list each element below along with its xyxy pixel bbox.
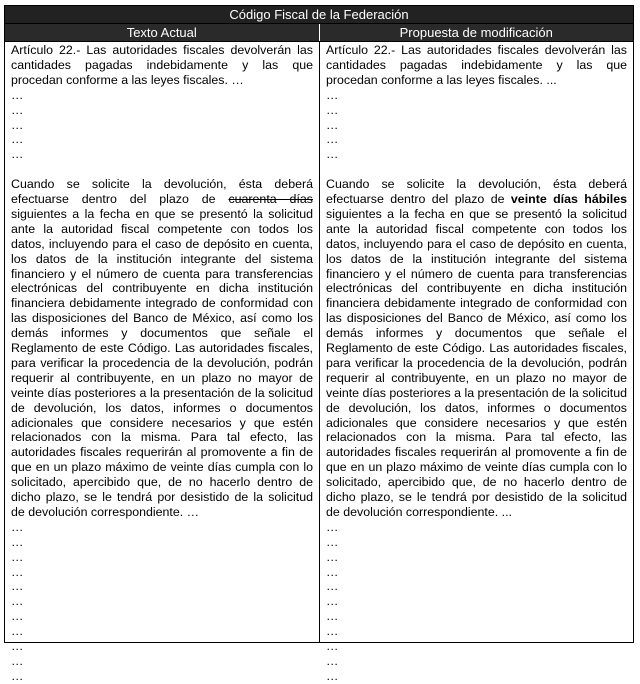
header-row <box>5 24 633 42</box>
ellipsis-line: … <box>11 549 24 564</box>
ellipsis-line: … <box>11 594 24 609</box>
ellipsis-line: … <box>326 102 339 117</box>
ellipsis-line: … <box>326 147 339 162</box>
refund-paragraph <box>326 177 627 520</box>
ellipsis-list-bottom <box>11 520 313 684</box>
ellipsis-line: … <box>326 639 339 654</box>
article-intro: Artículo 22.- Las autoridades fiscales devolverán las cantidades pagadas indebidamente y las que procedan conforme a las leyes fiscales. … <box>11 43 313 87</box>
ellipsis-list-top <box>326 88 627 162</box>
ellipsis-line: … <box>326 117 339 132</box>
ellipsis-line: … <box>326 132 339 147</box>
paragraph-rest: siguientes a la fecha en que se presentó la solicitud ante la autoridad fiscal competente con todos los datos, incluyendo para el caso de depósito en cuenta, los datos de la institución integrante del sistema financiero y el número de cuenta para transferencias electrónicas del contribuyente en dicha institución financiera debidamente integrado de conformidad con las disposiciones del Banco de México, así como los demás informes y documentos que señale el Reglamento de este Código. Las autoridades fiscales, para verificar la procedencia de la devolución, podrán requerir al contribuyente, en un plazo no mayor de veinte días posteriores a la presentación de la solicitud de devolución, los datos, informes o documentos adicionales que considere necesarios y que estén relacionados con la misma. Para tal efecto, las autoridades fiscales requerirán al promovente a fin de que en un plazo máximo de veinte días cumpla con lo solicitado, apercibido que, de no hacerlo dentro de dicho plazo, se le tendrá por desistido de la solicitud de devolución correspondiente. … <box>11 206 313 519</box>
ellipsis-line: … <box>11 102 24 117</box>
ellipsis-line: … <box>326 549 339 564</box>
refund-paragraph <box>11 177 313 520</box>
ellipsis-line: … <box>11 639 24 654</box>
ellipsis-line: … <box>11 147 24 162</box>
ellipsis-line: … <box>11 117 24 132</box>
ellipsis-list-bottom <box>326 520 627 684</box>
ellipsis-line: … <box>11 564 24 579</box>
ellipsis-line: … <box>326 624 339 639</box>
ellipsis-line: … <box>11 624 24 639</box>
column-current-text <box>5 42 319 683</box>
ellipsis-line: … <box>11 534 24 549</box>
ellipsis-line: … <box>11 87 24 102</box>
article-intro: Artículo 22.- Las autoridades fiscales devolverán las cantidades pagadas indebidamente y las que procedan conforme a las leyes fiscales. ... <box>326 43 627 87</box>
ellipsis-line: … <box>11 609 24 624</box>
paragraph-start: Cuando se solicite la devolución, ésta deberá efectuarse dentro del plazo de <box>11 177 313 206</box>
ellipsis-line: … <box>326 534 339 549</box>
ellipsis-list-top <box>11 88 313 162</box>
ellipsis-line: … <box>11 668 24 683</box>
ellipsis-line: … <box>326 564 339 579</box>
paragraph-rest: siguientes a la fecha en que se presentó la solicitud ante la autoridad fiscal competente con todos los datos, incluyendo para el caso de depósito en cuenta, los datos de la institución integrante del sistema financiero y el número de cuenta para transferencias electrónicas del contribuyente en dicha institución financiera debidamente integrado de conformidad con las disposiciones del Banco de México, así como los demás informes y documentos que señale el Reglamento de este Código. Las autoridades fiscales, para verificar la procedencia de la devolución, podrán requerir al contribuyente, en un plazo no mayor de veinte días posteriores a la presentación de la solicitud de devolución, los datos, informes o documentos adicionales que considere necesarios y que estén relacionados con la misma. Para tal efecto, las autoridades fiscales requerirán al promovente a fin de que en un plazo máximo de veinte días cumpla con lo solicitado, apercibido que, de no hacerlo dentro de dicho plazo, se le tendrá por desistido de la solicitud de devolución correspondiente. ... <box>326 206 627 519</box>
ellipsis-line: … <box>326 609 339 624</box>
ellipsis-line: … <box>326 579 339 594</box>
ellipsis-line: … <box>11 653 24 668</box>
ellipsis-line: … <box>11 132 24 147</box>
ellipsis-line: … <box>326 668 339 683</box>
header-proposed-text: Propuesta de modificación <box>319 24 634 41</box>
ellipsis-line: … <box>326 653 339 668</box>
ellipsis-line: … <box>326 594 339 609</box>
paragraph-start: Cuando se solicite la devolución, ésta deberá efectuarse dentro del plazo de <box>326 177 627 206</box>
ellipsis-line: … <box>326 519 339 534</box>
bold-term: veinte días hábiles <box>510 191 627 206</box>
table-title: Código Fiscal de la Federación <box>5 6 633 24</box>
ellipsis-line: … <box>11 579 24 594</box>
struck-term: cuarenta días <box>228 191 313 206</box>
header-current-text: Texto Actual <box>126 25 197 40</box>
ellipsis-line: … <box>326 87 339 102</box>
ellipsis-line: … <box>11 519 24 534</box>
content-row <box>5 42 633 683</box>
comparison-table <box>4 5 634 683</box>
column-proposed-text <box>319 42 633 683</box>
